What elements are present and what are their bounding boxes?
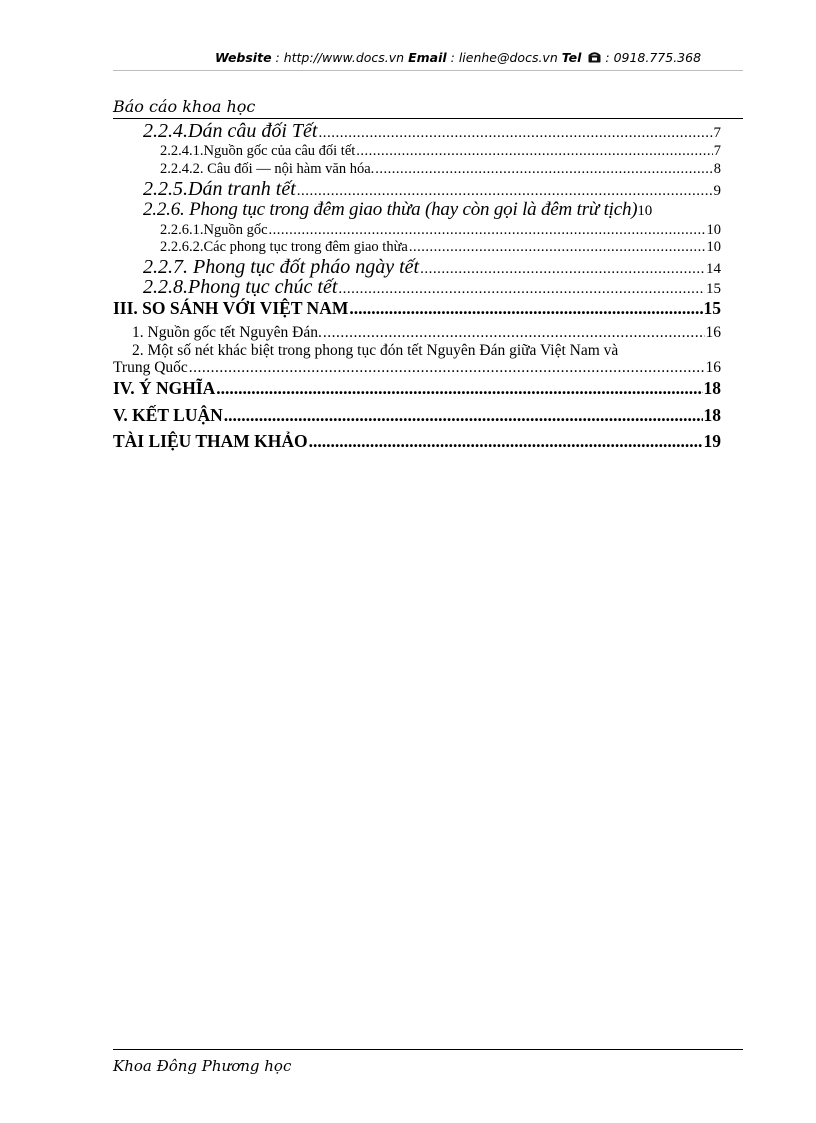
toc-page-number: 14: [706, 261, 721, 277]
email-label: Email: [408, 50, 447, 65]
toc-page-number: 10: [706, 239, 721, 255]
toc-entry-section-iii[interactable]: [113, 296, 721, 320]
faculty-name: Khoa Đông Phương học: [113, 1057, 292, 1075]
toc-entry-2-2-4[interactable]: [143, 119, 721, 143]
toc-leader: [309, 429, 703, 453]
toc-entry-title: 2.2.4.1.Nguồn gốc của câu đối tết: [160, 143, 356, 159]
toc-entry-iii-2[interactable]: [113, 342, 743, 376]
toc-leader: [409, 237, 706, 257]
toc-entry-iii-1[interactable]: [132, 323, 721, 343]
toc-leader: [349, 296, 702, 320]
toc-page-number: 18: [703, 378, 721, 398]
toc-page-number: 10: [637, 203, 653, 219]
email-address[interactable]: : lienhe@docs.vn: [446, 50, 562, 65]
toc-leader: [323, 323, 705, 343]
toc-entry-title: 2.2.4.Dán câu đối Tết: [143, 120, 318, 142]
toc-entry-section-v[interactable]: [113, 403, 721, 427]
toc-leader: [189, 359, 705, 376]
toc-page-number: 16: [705, 359, 721, 376]
tel-label: Tel: [561, 50, 582, 65]
website-label: Website: [214, 50, 272, 65]
toc-page-number: 7: [713, 143, 721, 159]
toc-entry-2-2-4-1[interactable]: [160, 141, 721, 161]
toc-entry-2-2-6-2[interactable]: [160, 237, 721, 257]
toc-entry-section-iv[interactable]: [113, 376, 721, 400]
toc-page-number: 15: [703, 298, 721, 318]
toc-entry-title-line1: 2. Một số nét khác biệt trong phong tục đón tết Nguyên Đán giữa Việt Nam và: [132, 342, 619, 359]
toc-entry-title: IV. Ý NGHĨA: [113, 378, 216, 398]
toc-leader: [356, 141, 712, 161]
toc-page-number: 16: [705, 324, 721, 341]
toc-entry-title: 2.2.5.Dán tranh tết: [143, 178, 296, 200]
toc-entry-title: 2.2.6. Phong tục trong đêm giao thừa (hay còn gọi là đêm trừ tịch): [143, 199, 638, 220]
toc-entry-title-line2: Trung Quốc: [113, 359, 188, 376]
toc-page-number: 15: [706, 281, 721, 297]
toc-entry-title: V. KẾT LUẬN: [113, 405, 223, 425]
toc-leader: [375, 159, 712, 179]
toc-leader: [224, 403, 703, 427]
doc-footer: [113, 1049, 743, 1076]
report-title: Báo cáo khoa học: [113, 97, 256, 116]
toc-entry-title: 2.2.6.1.Nguồn gốc: [160, 222, 268, 238]
toc-entry-references[interactable]: [113, 429, 721, 453]
toc-entry-title: 1. Nguồn gốc tết Nguyên Đán.: [132, 324, 322, 341]
website-url[interactable]: : http://www.docs.vn: [271, 50, 409, 65]
toc-entry-title: 2.2.6.2.Các phong tục trong đêm giao thừa: [160, 239, 408, 255]
toc-leader: [318, 121, 712, 143]
toc-entry-title: 2.2.8.Phong tục chúc tết: [143, 276, 338, 298]
tel-number[interactable]: : 0918.775.368: [601, 50, 702, 65]
toc-leader: [216, 376, 702, 400]
toc-page-number: 19: [703, 431, 721, 451]
toc-entry-title: 2.2.4.2. Câu đối — nội hàm văn hóa.: [160, 161, 375, 177]
toc-entry-2-2-6[interactable]: [143, 198, 741, 222]
toc-entry-title: III. SO SÁNH VỚI VIỆT NAM: [113, 298, 349, 318]
toc-page-number: 18: [703, 405, 721, 425]
toc-entry-2-2-4-2[interactable]: [160, 159, 721, 179]
toc-page-number: 7: [713, 125, 721, 141]
toc-entry-title: 2.2.7. Phong tục đốt pháo ngày tết: [143, 256, 420, 278]
toc-entry-title: TÀI LIỆU THAM KHẢO: [113, 431, 308, 451]
toc-page-number: 9: [713, 183, 721, 199]
toc-page-number: 8: [713, 161, 721, 177]
toc-page-number: 10: [706, 222, 721, 238]
